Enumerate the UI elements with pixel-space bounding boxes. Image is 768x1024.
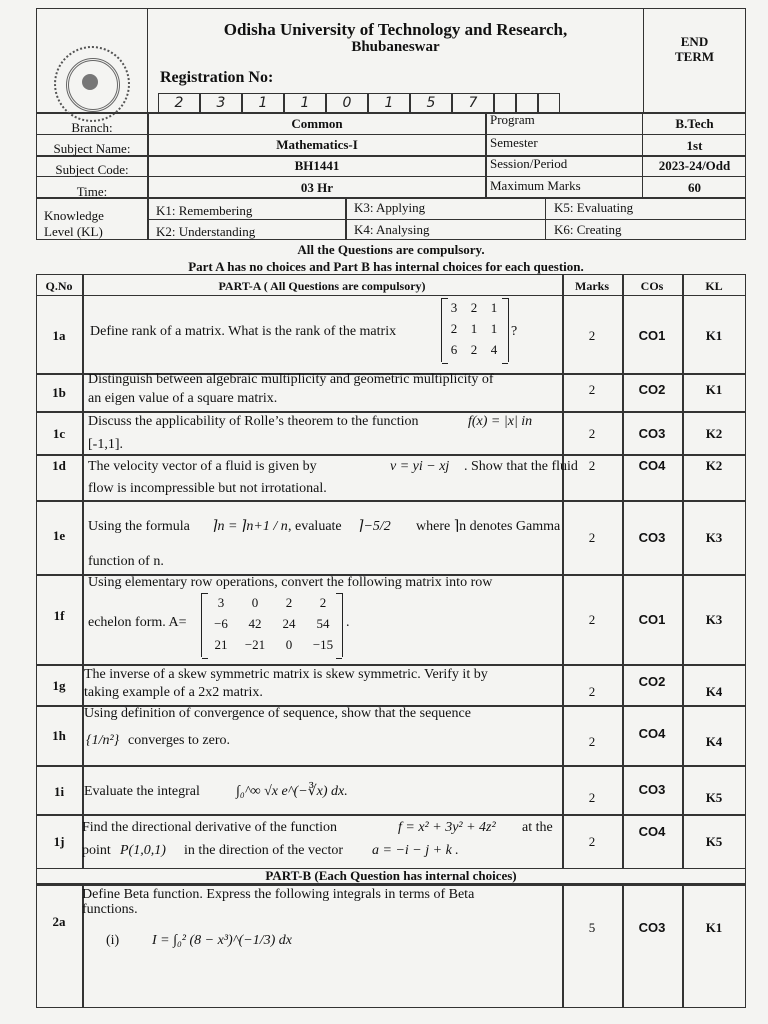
qno-2a: 2a bbox=[52, 914, 66, 929]
co-1g: CO2 bbox=[638, 674, 666, 689]
kl-k6: K6: Creating bbox=[554, 222, 622, 237]
question-1b-line2: an eigen value of a square matrix. bbox=[88, 391, 278, 406]
kl-1i: K5 bbox=[705, 790, 723, 805]
subject-code-value: BH1441 bbox=[294, 158, 340, 173]
question-1b-line1: Distinguish between algebraic multiplicity and geometric multiplicity of bbox=[88, 372, 494, 387]
registration-empty-box bbox=[538, 93, 560, 113]
branch-label: Branch: bbox=[71, 120, 113, 135]
question-1j-line2: point bbox=[82, 843, 111, 858]
marks-1c: 2 bbox=[588, 426, 596, 441]
co-2a: CO3 bbox=[638, 920, 666, 935]
matrix-1a-cell: 2 bbox=[450, 321, 458, 336]
matrix-1a-cell: 3 bbox=[450, 300, 458, 315]
co-1d: CO4 bbox=[638, 458, 666, 473]
kl-2a: K1 bbox=[705, 920, 723, 935]
matrix-1f-cell: −6 bbox=[214, 616, 228, 631]
marks-1g: 2 bbox=[588, 684, 596, 699]
registration-digit: 3 bbox=[200, 93, 242, 113]
question-1f-line1: Using elementary row operations, convert the following matrix into row bbox=[88, 575, 493, 590]
semester-label: Semester bbox=[490, 135, 538, 150]
matrix-1f-cell: 3 bbox=[217, 595, 225, 610]
instructions-line1: All the Questions are compulsory. bbox=[297, 242, 485, 257]
question-1e-line1b: , evaluate bbox=[288, 519, 342, 534]
marks-1e: 2 bbox=[588, 530, 596, 545]
registration-digit: 7 bbox=[452, 93, 494, 113]
registration-digit: 5 bbox=[410, 93, 452, 113]
matrix-1f-cell: 24 bbox=[282, 616, 296, 631]
marks-1h: 2 bbox=[588, 734, 596, 749]
kl-k2: K2: Understanding bbox=[156, 224, 256, 239]
co-1c: CO3 bbox=[638, 426, 666, 441]
question-2a-line1: Define Beta function. Express the following integrals in terms of Beta bbox=[82, 887, 475, 902]
university-city: Bhubaneswar bbox=[351, 39, 440, 55]
question-1g-line2: taking example of a 2x2 matrix. bbox=[84, 685, 263, 700]
instructions-line2: Part A has no choices and Part B has internal choices for each question. bbox=[188, 259, 584, 274]
question-1i-formula: ∫₀^∞ √x e^(−∛x) dx. bbox=[236, 784, 348, 799]
question-1d-formula: v = yi − xj bbox=[390, 459, 450, 474]
question-1f-line2: echelon form. A= bbox=[88, 615, 187, 630]
qno-1g: 1g bbox=[52, 678, 66, 693]
question-1c-formula: f(x) = |x| in bbox=[468, 414, 533, 429]
kl-1g: K4 bbox=[705, 684, 723, 699]
registration-label: Registration No: bbox=[160, 69, 274, 86]
registration-digit: 2 bbox=[158, 93, 200, 113]
co-1b: CO2 bbox=[638, 382, 666, 397]
question-1e-formula1: ⌉n = ⌉n+1 / n bbox=[212, 519, 288, 534]
registration-digit: 1 bbox=[284, 93, 326, 113]
qno-1f: 1f bbox=[53, 608, 65, 623]
question-1j-formula3: a = −i − j + k . bbox=[372, 843, 459, 858]
kl-1d: K2 bbox=[705, 458, 723, 473]
program-value: B.Tech bbox=[675, 116, 714, 131]
matrix-1a-cell: 2 bbox=[470, 300, 478, 315]
semester-value: 1st bbox=[686, 138, 703, 153]
branch-value: Common bbox=[291, 116, 343, 131]
matrix-1a-cell: 6 bbox=[450, 342, 458, 357]
question-1c-line1: Discuss the applicability of Rolle’s theorem to the function bbox=[88, 414, 419, 429]
university-seal bbox=[54, 46, 130, 122]
row-sep bbox=[36, 454, 746, 456]
question-1f-suffix: . bbox=[346, 615, 350, 630]
row-sep bbox=[36, 765, 746, 767]
registration-empty-box bbox=[494, 93, 516, 113]
matrix-1f-cell: 21 bbox=[214, 637, 228, 652]
qno-1b: 1b bbox=[52, 385, 66, 400]
header-marks: Marks bbox=[575, 279, 609, 293]
matrix-1a-cell: 1 bbox=[490, 321, 498, 336]
matrix-1a-cell: 1 bbox=[470, 321, 478, 336]
part-b-title: PART-B (Each Question has internal choices) bbox=[265, 868, 517, 883]
question-1j-formula1: f = x² + 3y² + 4z² bbox=[398, 820, 496, 835]
kl-1j: K5 bbox=[705, 834, 723, 849]
question-1g-line1: The inverse of a skew symmetric matrix is skew symmetric. Verify it by bbox=[84, 667, 488, 682]
qno-1h: 1h bbox=[52, 728, 66, 743]
kl-1c: K2 bbox=[705, 426, 723, 441]
question-2a-formula: I = ∫₀² (8 − x³)^(−1/3) dx bbox=[152, 933, 292, 948]
question-1h-line2: converges to zero. bbox=[128, 733, 230, 748]
time-label: Time: bbox=[76, 184, 108, 199]
qno-1a: 1a bbox=[52, 328, 66, 343]
qno-1c: 1c bbox=[52, 426, 66, 441]
question-1e-line1: Using the formula bbox=[88, 519, 190, 534]
question-1e-formula2: ⌉−5/2 bbox=[358, 519, 391, 534]
question-1j-formula2: P(1,0,1) bbox=[120, 843, 166, 858]
matrix-1f-cell: −15 bbox=[312, 637, 334, 652]
max-marks-value: 60 bbox=[688, 180, 701, 195]
matrix-1f-cell: 2 bbox=[285, 595, 293, 610]
marks-1a: 2 bbox=[588, 328, 596, 343]
co-1h: CO4 bbox=[638, 726, 666, 741]
kl-1f: K3 bbox=[705, 612, 723, 627]
kl-k4: K4: Analysing bbox=[354, 222, 430, 237]
matrix-1f-cell: 0 bbox=[285, 637, 293, 652]
question-1e-line1c: where ⌉n denotes Gamma bbox=[416, 519, 561, 534]
kl-k1: K1: Remembering bbox=[156, 203, 253, 218]
question-1j-line1b: at the bbox=[522, 820, 553, 835]
question-1d-line1: The velocity vector of a fluid is given by bbox=[88, 459, 317, 474]
subject-name-label: Subject Name: bbox=[53, 141, 131, 156]
marks-1j: 2 bbox=[588, 834, 596, 849]
subject-name-value: Mathematics-I bbox=[276, 137, 358, 152]
co-1i: CO3 bbox=[638, 782, 666, 797]
registration-empty-box bbox=[516, 93, 538, 113]
registration-digit: 1 bbox=[368, 93, 410, 113]
question-1h-formula: {1/n²} bbox=[86, 733, 120, 748]
program-label: Program bbox=[490, 112, 535, 127]
exam-type-line1: END bbox=[680, 34, 709, 49]
question-1a-text: Define rank of a matrix. What is the rank of the matrix bbox=[90, 324, 397, 339]
marks-1b: 2 bbox=[588, 382, 596, 397]
question-1j-line2b: in the direction of the vector bbox=[184, 843, 343, 858]
question-1a-suffix: ? bbox=[511, 324, 518, 339]
qno-1d: 1d bbox=[52, 458, 66, 473]
kl-k3: K3: Applying bbox=[354, 200, 426, 215]
session-label: Session/Period bbox=[490, 156, 568, 171]
kl-1a: K1 bbox=[705, 328, 723, 343]
co-1j: CO4 bbox=[638, 824, 666, 839]
matrix-1f-cell: −21 bbox=[244, 637, 266, 652]
header-kl: KL bbox=[705, 279, 723, 293]
matrix-1f-cell: 42 bbox=[248, 616, 262, 631]
question-1i-line1: Evaluate the integral bbox=[84, 784, 200, 799]
header-cos: COs bbox=[640, 279, 664, 293]
row-sep bbox=[36, 814, 746, 816]
exam-sheet bbox=[36, 8, 746, 1008]
marks-1i: 2 bbox=[588, 790, 596, 805]
co-1a: CO1 bbox=[638, 328, 666, 343]
university-name: Odisha University of Technology and Research, bbox=[223, 20, 568, 39]
question-1e-line2: function of n. bbox=[88, 554, 164, 569]
question-1d-line1b: . Show that the fluid bbox=[464, 459, 578, 474]
header-part-a: PART-A ( All Questions are compulsory) bbox=[218, 279, 426, 293]
matrix-1f-cell: 2 bbox=[319, 595, 327, 610]
qno-1e: 1e bbox=[52, 528, 66, 543]
matrix-1f-cell: 0 bbox=[251, 595, 259, 610]
question-2a-line2: functions. bbox=[82, 902, 138, 917]
question-1c-line2: [-1,1]. bbox=[88, 437, 123, 452]
knowledge-label-1: Knowledge bbox=[44, 208, 104, 223]
knowledge-label-2: Level (KL) bbox=[44, 224, 103, 239]
kl-1b: K1 bbox=[705, 382, 723, 397]
question-1j-line1: Find the directional derivative of the function bbox=[82, 820, 338, 835]
question-1d-line2: flow is incompressible but not irrotational. bbox=[88, 481, 327, 496]
question-2a-sub: (i) bbox=[106, 933, 120, 948]
max-marks-label: Maximum Marks bbox=[490, 178, 581, 193]
header-qno: Q.No bbox=[45, 279, 73, 293]
row-sep bbox=[36, 500, 746, 502]
kl-1e: K3 bbox=[705, 530, 723, 545]
kl-k5: K5: Evaluating bbox=[554, 200, 634, 215]
exam-type-line2: TERM bbox=[675, 49, 714, 64]
question-1h-line1: Using definition of convergence of sequence, show that the sequence bbox=[84, 706, 471, 721]
qno-1j: 1j bbox=[53, 834, 65, 849]
co-1f: CO1 bbox=[638, 612, 666, 627]
marks-1f: 2 bbox=[588, 612, 596, 627]
matrix-1a-cell: 1 bbox=[490, 300, 498, 315]
marks-1d: 2 bbox=[588, 458, 596, 473]
matrix-1a-cell: 4 bbox=[490, 342, 498, 357]
kl-1h: K4 bbox=[705, 734, 723, 749]
matrix-1a-cell: 2 bbox=[470, 342, 478, 357]
marks-2a: 5 bbox=[588, 920, 596, 935]
session-value: 2023-24/Odd bbox=[658, 158, 731, 173]
co-1e: CO3 bbox=[638, 530, 666, 545]
subject-code-label: Subject Code: bbox=[55, 162, 129, 177]
registration-digit: 0 bbox=[326, 93, 368, 113]
time-value: 03 Hr bbox=[300, 180, 334, 195]
registration-digit: 1 bbox=[242, 93, 284, 113]
qno-1i: 1i bbox=[53, 784, 65, 799]
matrix-1f-cell: 54 bbox=[316, 616, 330, 631]
